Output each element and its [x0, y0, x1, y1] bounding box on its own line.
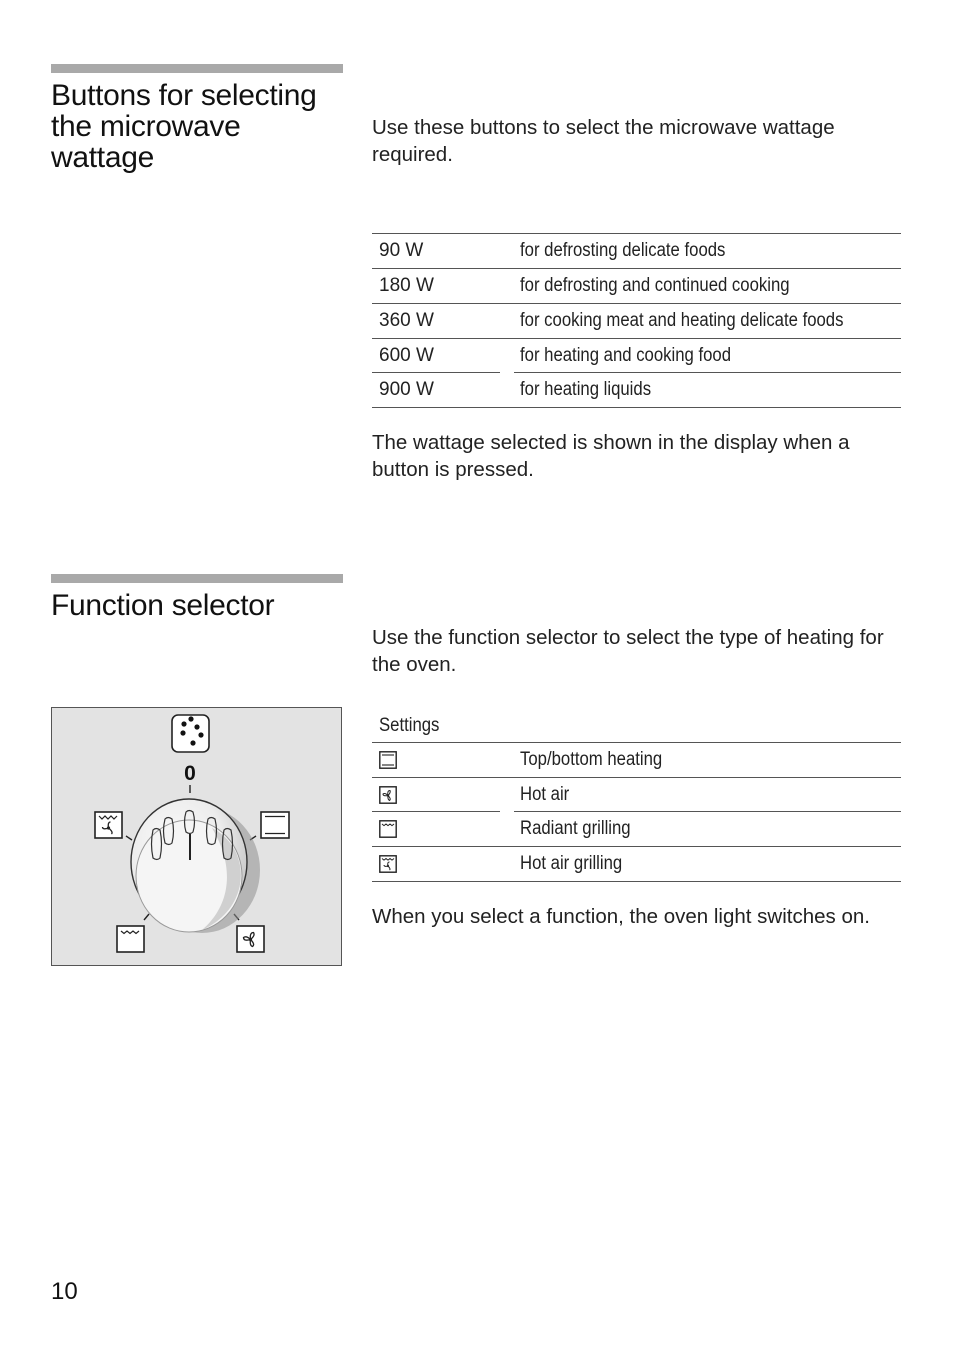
table-row — [372, 339, 901, 373]
table-row — [372, 812, 901, 847]
table-row — [372, 304, 901, 339]
table-row — [372, 269, 901, 304]
wattage-value: 900 W — [379, 379, 434, 400]
wattage-note-text: The wattage selected is shown in the display when a button is pressed. — [372, 431, 850, 481]
wattage-use: for heating liquids — [520, 379, 652, 400]
function-selector-illustration — [51, 707, 342, 966]
table-row — [372, 742, 901, 778]
wattage-value: 360 W — [379, 310, 434, 331]
section-divider-bar — [51, 574, 343, 583]
top-bottom-heating-icon — [261, 812, 289, 838]
section-divider-bar — [51, 64, 343, 73]
function-note-text: When you select a function, the oven light switches on. — [372, 905, 870, 928]
wattage-table — [372, 233, 901, 408]
table-row — [372, 778, 901, 812]
settings-column-label: Settings — [379, 715, 440, 736]
table-row — [372, 373, 901, 408]
section-heading-wattage: Buttons for selecting the microwave wattage — [51, 79, 317, 174]
page-number: 10 — [51, 1278, 78, 1305]
table-row — [372, 847, 901, 882]
wattage-use: for cooking meat and heating delicate foods — [520, 310, 844, 331]
function-intro-text: Use the function selector to select the type of heating for the oven. — [372, 626, 884, 676]
section-heading-function-selector: Function selector — [51, 589, 275, 622]
setting-label: Radiant grilling — [520, 818, 631, 839]
hot-air-icon — [237, 926, 264, 952]
dial-zero-label: 0 — [184, 762, 196, 785]
settings-table — [372, 742, 901, 882]
wattage-intro-text: Use these buttons to select the microwave wattage required. — [372, 116, 835, 166]
setting-label: Hot air — [520, 784, 570, 805]
wattage-value: 90 W — [379, 240, 424, 261]
radiant-grilling-icon — [117, 926, 144, 952]
wattage-use: for defrosting and continued cooking — [520, 275, 790, 296]
wattage-value: 180 W — [379, 275, 434, 296]
microwave-icon — [172, 715, 209, 752]
setting-label: Hot air grilling — [520, 853, 623, 874]
wattage-value: 600 W — [379, 345, 434, 366]
setting-label: Top/bottom heating — [520, 749, 663, 770]
table-row — [372, 233, 901, 269]
function-dial-svg — [52, 708, 341, 965]
wattage-use: for heating and cooking food — [520, 345, 732, 366]
wattage-use: for defrosting delicate foods — [520, 240, 726, 261]
hot-air-grilling-icon — [95, 812, 122, 838]
